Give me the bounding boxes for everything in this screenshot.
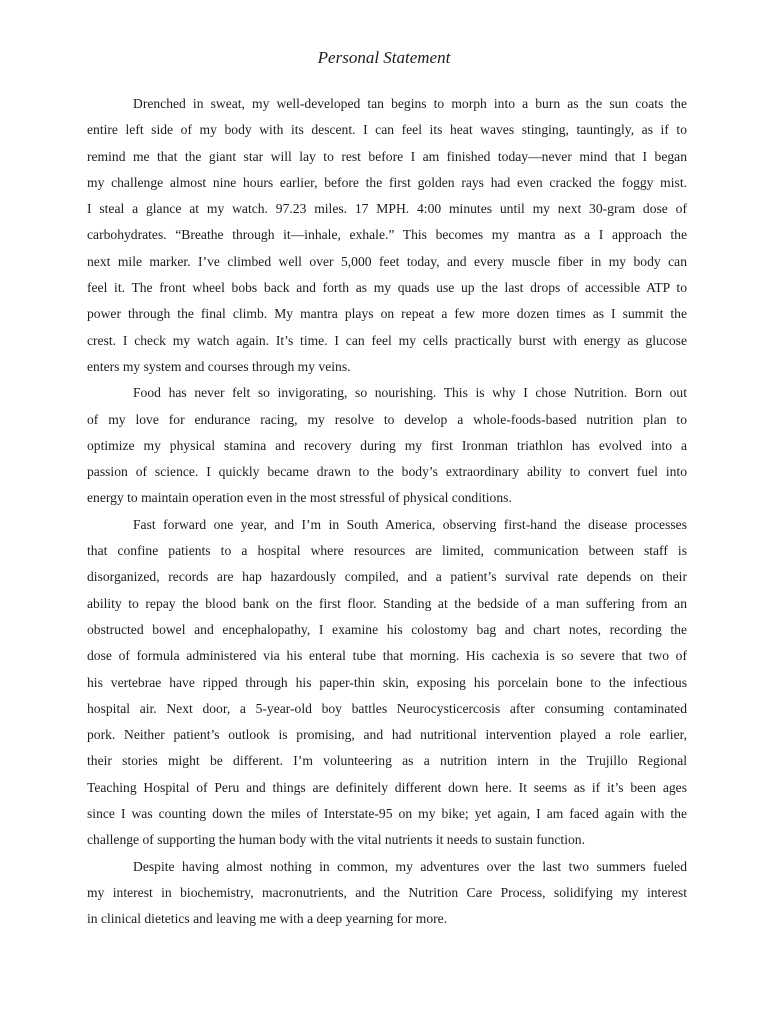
text-line: that confine patients to a hospital where resources are limited, communication between staff is — [87, 543, 687, 559]
document-body — [87, 91, 687, 933]
document-title: Personal Statement — [317, 48, 451, 67]
text-line: since I was counting down the miles of Interstate-95 on my bike; yet again, I am faced again with the — [87, 806, 687, 822]
text-line: Despite having almost nothing in common, my adventures over the last two summers fueled — [133, 858, 687, 874]
text-line: remind me that the giant star will lay to rest before I am finished today—never mind that I began — [87, 148, 687, 164]
text-line: of my love for endurance racing, my resolve to develop a whole-foods-based nutrition plan to — [87, 411, 687, 427]
text-line: passion of science. I quickly became drawn to the body’s extraordinary ability to convert fuel into — [87, 464, 687, 480]
text-line: optimize my physical stamina and recovery during my first Ironman triathlon has evolved into a — [87, 437, 687, 453]
text-line: obstructed bowel and encephalopathy, I examine his colostomy bag and chart notes, recording the — [87, 621, 687, 637]
text-line: disorganized, records are hap hazardously compiled, and a patient’s survival rate depends on their — [87, 569, 687, 585]
text-line: ability to repay the blood bank on the first floor. Standing at the bedside of a man suffering from an — [87, 595, 687, 611]
text-line: hospital air. Next door, a 5-year-old boy battles Neurocysticercosis after consuming contaminated — [87, 700, 687, 716]
text-line: Drenched in sweat, my well-developed tan begins to morph into a burn as the sun coats the — [133, 96, 687, 111]
text-line: I steal a glance at my watch. 97.23 miles. 17 MPH. 4:00 minutes until my next 30-gram dose of — [87, 201, 687, 217]
text-line: entire left side of my body with its descent. I can feel its heat waves stinging, tauntingly, as if to — [87, 122, 687, 138]
text-line: in clinical dietetics and leaving me with a deep yearning for more. — [87, 911, 448, 927]
text-line: enters my system and courses through my veins. — [87, 358, 351, 374]
text-line: dose of formula administered via his enteral tube that morning. His cachexia is so severe that two of — [87, 648, 687, 664]
paragraph — [87, 380, 687, 511]
text-line: crest. I check my watch again. It’s time. I can feel my cells practically burst with energy as glucose — [87, 332, 687, 348]
text-line: Fast forward one year, and I’m in South America, observing first-hand the disease processes — [133, 516, 687, 532]
paragraph — [87, 512, 687, 854]
text-line: pork. Neither patient’s outlook is promising, and had nutritional intervention played a role earlier, — [87, 727, 687, 743]
text-line: his vertebrae have ripped through his paper-thin skin, exposing his porcelain bone to the infectious — [87, 674, 687, 690]
text-line: energy to maintain operation even in the most stressful of physical conditions. — [87, 490, 512, 506]
text-line: their stories might be different. I’m volunteering as a nutrition intern in the Trujillo Regional — [87, 753, 687, 769]
text-line: power through the final climb. My mantra plays on repeat a few more dozen times as I summit the — [87, 306, 687, 322]
text-line: Food has never felt so invigorating, so nourishing. This is why I chose Nutrition. Born out — [133, 385, 687, 401]
text-line: feel it. The front wheel bobs back and forth as my quads use up the last drops of accessible ATP to — [87, 280, 687, 296]
text-line: challenge of supporting the human body with the vital nutrients it needs to sustain function. — [87, 832, 585, 848]
text-line: carbohydrates. “Breathe through it—inhale, exhale.” This becomes my mantra as a I approach the — [87, 227, 687, 243]
text-line: my interest in biochemistry, macronutrients, and the Nutrition Care Process, solidifying my interest — [87, 884, 687, 900]
paragraph — [87, 854, 687, 933]
text-line: Teaching Hospital of Peru and things are definitely different down here. It seems as if it’s been ages — [87, 779, 687, 795]
text-line: my challenge almost nine hours earlier, before the first golden rays had even cracked the foggy mist. — [87, 174, 687, 190]
text-line: next mile marker. I’ve climbed well over 5,000 feet today, and every muscle fiber in my body can — [87, 253, 687, 269]
paragraph — [87, 91, 687, 380]
